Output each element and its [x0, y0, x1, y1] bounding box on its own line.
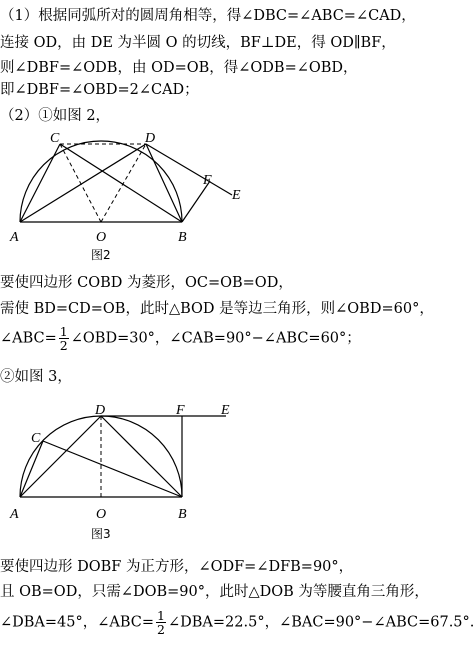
part2-1-line-3-a: ∠ABC=: [0, 330, 57, 347]
fig2-label-o: O: [96, 230, 107, 245]
fraction-denominator: 2: [157, 622, 165, 637]
tangent-de: [146, 144, 232, 195]
fig2-label-e: E: [232, 188, 241, 203]
semicircle-arc: [20, 416, 182, 497]
fig3-label-d: D: [95, 403, 106, 418]
fig2-label-d: D: [145, 131, 156, 146]
chord-bd: [101, 416, 182, 497]
fraction-denominator: 2: [59, 338, 68, 353]
fraction-numerator: 1: [59, 324, 68, 339]
part2-1-line-1: 要使四边形 COBD 为菱形，OC=OB=OD，: [0, 275, 293, 291]
part2-1-line-3: [0, 325, 361, 352]
dashed-oc: [60, 144, 101, 222]
fraction-numerator: 1: [157, 608, 165, 623]
part2-1-line-3-b: ∠OBD=30°，∠CAB=90°−∠ABC=60°；: [70, 330, 361, 347]
part2-2-line-1: 要使四边形 DOBF 为正方形，∠ODF=∠DFB=90°，: [0, 559, 354, 575]
part2-2-line-2: 且 OB=OD，只需∠DOB=90°，此时△DOB 为等腰直角三角形，: [0, 584, 429, 600]
part2-2-line-3-a: ∠DBA=45°，∠ABC=: [0, 614, 155, 631]
fig2-label-c: C: [50, 131, 60, 146]
fig3-label-a: A: [10, 507, 19, 522]
part1-line-4: 即∠DBF=∠OBD=2∠CAD；: [0, 82, 199, 98]
fig3-label-f: F: [176, 403, 185, 418]
fig3-caption: 图3: [91, 527, 111, 541]
fig2-caption: 图2: [91, 248, 111, 262]
fig2-label-b: B: [178, 230, 187, 245]
part2-2-line-3: [0, 609, 474, 636]
chord-ad: [20, 416, 101, 497]
figure-2: [0, 125, 474, 275]
part1-line-1: （1）根据同弧所对的圆周角相等，得∠DBC=∠ABC=∠CAD，: [0, 8, 416, 24]
part1-line-2: 连接 OD，由 DE 为半圆 O 的切线，BF⊥DE，得 OD∥BF，: [0, 35, 396, 51]
semicircle-arc: [20, 141, 182, 222]
part2-2-intro: ②如图 3，: [0, 369, 72, 385]
part2-2-line-3-b: ∠DBA=22.5°，∠BAC=90°−∠ABC=67.5°.: [168, 614, 474, 631]
fig2-label-f: F: [203, 173, 212, 188]
chord-ad: [20, 144, 146, 222]
fraction-one-half: [59, 325, 69, 352]
part1-line-3: 则∠DBF=∠ODB，由 OD=OB，得∠ODB=∠OBD，: [0, 60, 358, 76]
chord-ac: [20, 441, 43, 497]
dashed-od: [101, 144, 146, 222]
fig3-label-e: E: [221, 403, 230, 418]
fig3-label-b: B: [178, 507, 187, 522]
figure-3: [0, 395, 474, 550]
fig3-label-o: O: [96, 507, 107, 522]
fig3-label-c: C: [31, 431, 41, 446]
fig2-label-a: A: [10, 230, 19, 245]
part2-1-line-2: 需使 BD=CD=OB，此时△BOD 是等边三角形，则∠OBD=60°，: [0, 301, 434, 317]
part2-1-intro: （2）①如图 2，: [0, 108, 111, 124]
chord-bc: [43, 441, 182, 497]
fraction-one-half: [156, 609, 166, 636]
